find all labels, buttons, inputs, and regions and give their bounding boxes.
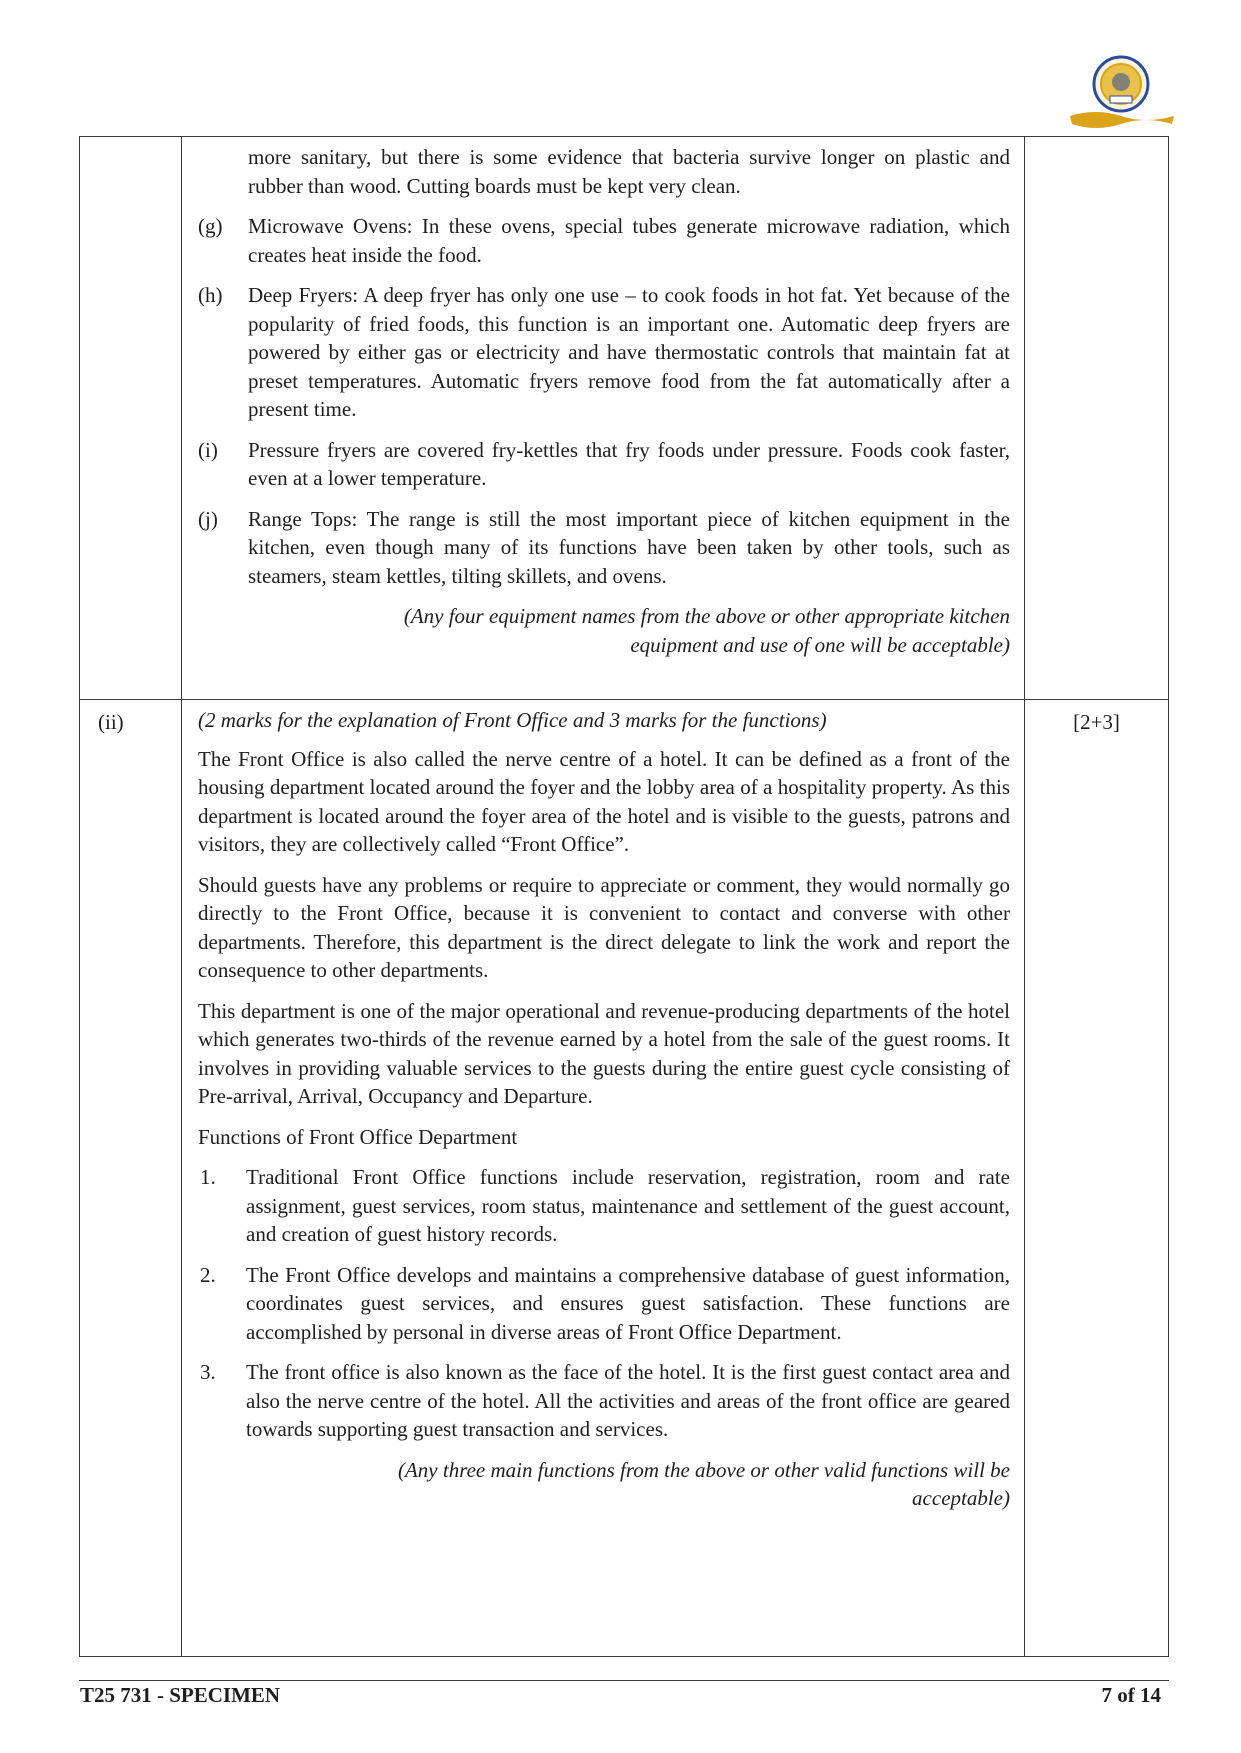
acceptance-note: (Any four equipment names from the above or other appropriate kitchen <box>403 604 1010 628</box>
answer-body-cell <box>182 137 1025 700</box>
continuation-text: more sanitary, but there is some evidence that bacteria survive longer on plastic and rubber than wood. Cutting boards must be kept very clean. <box>248 145 1010 198</box>
item-label: 1. <box>200 1165 216 1189</box>
functions-heading: Functions of Front Office Department <box>198 1124 518 1149</box>
marking-note: (2 marks for the explanation of Front Office and 3 marks for the functions) <box>198 708 827 732</box>
acceptance-note: (Any three main functions from the above or other valid functions will be <box>397 1457 1010 1482</box>
item-label: (g) <box>198 214 223 238</box>
list-item <box>198 436 1010 493</box>
list-item <box>198 1163 1010 1249</box>
item-text: The Front Office develops and maintains a comprehensive database of guest information, coordinates guest services, and ensures guest satisfaction. These functions are accomplished by personal in diverse areas of Front Office Department. <box>246 1262 1010 1344</box>
list-item <box>198 212 1010 269</box>
question-number-cell <box>80 137 182 700</box>
answer-body-cell <box>182 700 1025 1657</box>
paper-code: T25 731 - SPECIMEN <box>80 1683 281 1707</box>
paragraph: This department is one of the major operational and revenue-producing departments of the hotel which generates two-thirds of the revenue earned by a hotel from the sale of the guest rooms. It involves in providing valuable services to the guests during the entire guest cycle consisting of Pre-arrival, Arrival, Occupancy and Departure. <box>198 998 1010 1108</box>
item-label: 3. <box>200 1360 216 1384</box>
list-item <box>198 281 1010 424</box>
item-text: Microwave Ovens: In these ovens, special tubes generate microwave radiation, which creates heat inside the food. <box>248 214 1010 267</box>
marks-cell <box>1025 137 1169 700</box>
list-item <box>198 1358 1010 1444</box>
page-number: 7 of 14 <box>1101 1683 1161 1707</box>
footer-rule <box>79 1680 1169 1681</box>
item-label: (h) <box>198 283 223 307</box>
answer-table <box>79 136 1169 1657</box>
marks-cell: [2+3] <box>1025 700 1169 1657</box>
paragraph: The Front Office is also called the nerve centre of a hotel. It can be defined as a front of the housing department located around the foyer and the lobby area of a hospitality property. As this department is located around the foyer area of the hotel and is visible to the guests, patrons and visitors, they are collectively called “Front Office”. <box>198 746 1010 856</box>
item-label: 2. <box>200 1262 216 1287</box>
item-text: Deep Fryers: A deep fryer has only one use – to cook foods in hot fat. Yet because of the popularity of fried foods, this function is an important one. Automatic deep fryers are powered by either gas or electricity and have thermostatic controls that maintain fat at preset temperatures. Automatic fryers remove food from the fat automatically after a present time. <box>248 283 1010 421</box>
acceptance-note-cont: equipment and use of one will be acceptable) <box>630 632 1010 657</box>
item-text: The front office is also known as the face of the hotel. It is the first guest contact area and also the nerve centre of the hotel. All the activities and areas of the front office are geared towards supporting guest transaction and services. <box>246 1360 1010 1441</box>
cisce-logo <box>1066 50 1176 132</box>
paragraph: Should guests have any problems or require to appreciate or comment, they would normally go directly to the Front Office, because it is convenient to contact and converse with other departments. Therefore, this department is the direct delegate to link the work and report the consequence to other departments. <box>198 872 1010 982</box>
item-text: Traditional Front Office functions include reservation, registration, room and rate assignment, guest services, room status, maintenance and settlement of the guest account, and creation of guest history records. <box>246 1165 1010 1246</box>
item-text: Range Tops: The range is still the most important piece of kitchen equipment in the kitchen, even though many of its functions have been taken by other tools, such as steamers, steam kettles, tilting skillets, and ovens. <box>248 506 1010 588</box>
acceptance-note-cont: acceptable) <box>912 1486 1010 1510</box>
answer-row-continuation <box>80 137 1169 700</box>
question-number-cell: (ii) <box>80 700 182 1657</box>
item-text: Pressure fryers are covered fry-kettles that fry foods under pressure. Foods cook faster, even at a lower temperature. <box>248 437 1010 490</box>
item-label: (j) <box>198 506 218 531</box>
item-label: (i) <box>198 437 218 462</box>
list-item <box>198 505 1010 591</box>
answer-row-ii <box>80 700 1169 1657</box>
list-item <box>198 1261 1010 1347</box>
